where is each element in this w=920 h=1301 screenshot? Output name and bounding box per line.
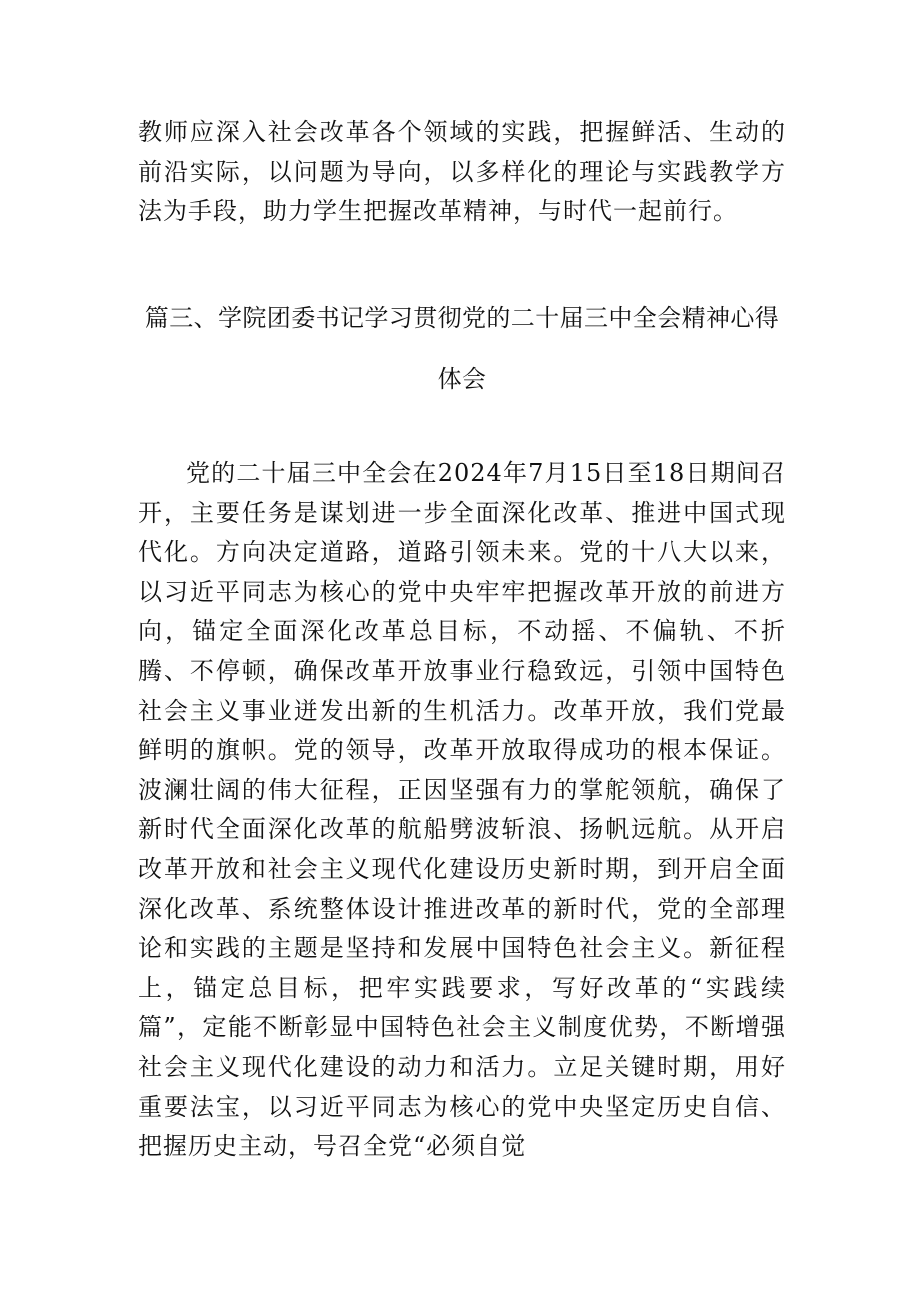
section-heading: 篇三、学院团委书记学习贯彻党的二十届三中全会精神心得体会 xyxy=(144,304,780,393)
intro-paragraph: 教师应深入社会改革各个领域的实践，把握鲜活、生动的前沿实际，以问题为导向，以多样化的理论与实践教学方法为手段，助力学生把握改革精神，与时代一起前行。 xyxy=(138,118,786,226)
body-paragraph: 党的二十届三中全会在2024年7月15日至18日期间召开，主要任务是谋划进一步全面深化改革、推进中国式现代化。方向决定道路，道路引领未来。党的十八大以来，以习近平同志为核心的党中央牢牢把握改革开放的前进方向，锚定全面深化改革总目标，不动摇、不偏轨、不折腾、不停顿，确保改革开放事业行稳致远，引领中国特色社会主义事业迸发出新的生机活力。改革开放，我们党最鲜明的旗帜。党的领导，改革开放取得成功的根本保证。波澜壮阔的伟大征程，正因坚强有力的掌舵领航，确保了新时代全面深化改革的航船劈波斩浪、扬帆远航。从开启改革开放和社会主义现代化建设历史新时期，到开启全面深化改革、系统整体设计推进改革的新时代，党的全部理论和实践的主题是坚持和发展中国特色社会主义。新征程上，锚定总目标，把牢实践要求，写好改革的“实践续篇”，定能不断彰显中国特色社会主义制度优势，不断增强社会主义现代化建设的动力和活力。立足关键时期，用好重要法宝，以习近平同志为核心的党中央坚定历史自信、把握历史主动，号召全党“必须自觉 xyxy=(138,459,786,1161)
